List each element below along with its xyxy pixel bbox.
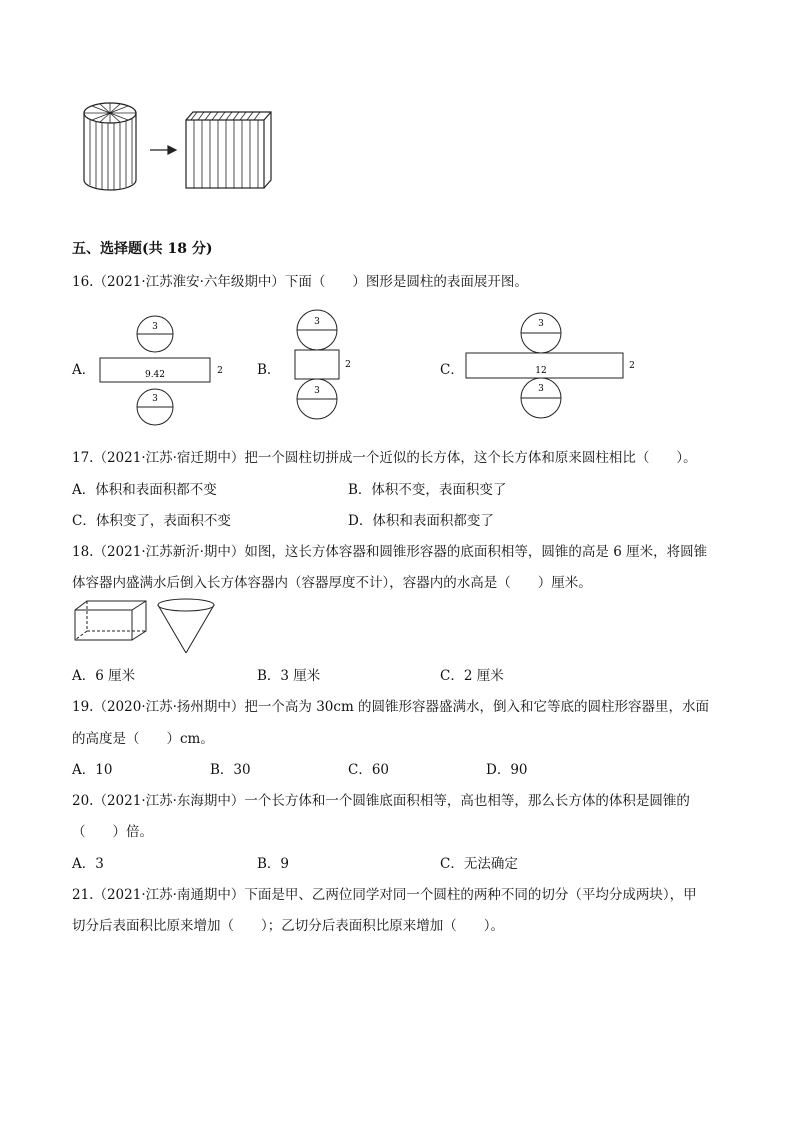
q16-b-side: 2 bbox=[345, 360, 351, 370]
question-19-line-1: 19.（2020·江苏·扬州期中）把一个高为 30cm 的圆锥形容器盛满水，倒入和它等底的圆柱形容器里，水面 bbox=[72, 699, 710, 715]
q17-option-b[interactable]: B．体积不变，表面积变了 bbox=[348, 482, 507, 498]
q19-option-b[interactable]: B．30 bbox=[210, 762, 251, 778]
question-18-line-2: 体容器内盛满水后倒入长方体容器内（容器厚度不计），容器内的水高是（ ）厘米。 bbox=[72, 575, 592, 591]
q17-option-d[interactable]: D．体积和表面积都变了 bbox=[348, 513, 494, 529]
q16-option-a-label[interactable]: A． bbox=[72, 362, 96, 378]
question-20-line-1: 20.（2021·江苏·东海期中）一个长方体和一个圆锥底面积相等，高也相等，那么长方体的体积是圆锥的 bbox=[72, 793, 690, 809]
q16-c-rect-length: 12 bbox=[535, 366, 547, 376]
q16-option-a-net bbox=[98, 314, 228, 424]
q16-c-bottom-radius: 3 bbox=[538, 384, 544, 394]
cuboid-container-figure bbox=[74, 600, 149, 642]
q16-a-top-radius: 3 bbox=[152, 322, 158, 332]
q16-option-b-label[interactable]: B． bbox=[257, 362, 281, 378]
q19-option-d[interactable]: D．90 bbox=[486, 762, 528, 778]
q18-option-b[interactable]: B．3 厘米 bbox=[257, 668, 321, 684]
q16-c-top-radius: 3 bbox=[538, 319, 544, 329]
cone-container-figure bbox=[156, 598, 218, 656]
question-20-line-2: （ ）倍。 bbox=[72, 824, 153, 840]
q19-option-a[interactable]: A．10 bbox=[72, 762, 113, 778]
q17-option-a[interactable]: A．体积和表面积都不变 bbox=[72, 482, 217, 498]
q18-option-a[interactable]: A．6 厘米 bbox=[72, 668, 136, 684]
question-21-line-2: 切分后表面积比原来增加（ ）；乙切分后表面积比原来增加（ ）。 bbox=[72, 918, 504, 934]
question-17-stem: 17.（2021·江苏·宿迁期中）把一个圆柱切拼成一个近似的长方体，这个长方体和原来圆柱相比（ ）。 bbox=[72, 450, 697, 466]
q16-a-bottom-radius: 3 bbox=[152, 394, 158, 404]
q18-option-c[interactable]: C．2 厘米 bbox=[440, 668, 504, 684]
question-18-line-1: 18.（2021·江苏新沂·期中）如图，这长方体容器和圆锥形容器的底面积相等，圆锥的高是 6 厘米，将圆锥 bbox=[72, 544, 708, 560]
q16-option-c-label[interactable]: C． bbox=[440, 362, 464, 378]
question-16-stem: 16.（2021·江苏淮安·六年级期中）下面（ ）图形是圆柱的表面展开图。 bbox=[72, 274, 528, 290]
q16-b-top-radius: 3 bbox=[314, 317, 320, 327]
q20-option-b[interactable]: B．9 bbox=[257, 856, 290, 872]
question-19-line-2: 的高度是（ ）cm。 bbox=[72, 731, 214, 747]
cylinder-to-cuboid-figure bbox=[76, 100, 276, 195]
q16-a-rect-length: 9.42 bbox=[144, 370, 166, 380]
q16-a-side: 2 bbox=[217, 366, 223, 376]
q20-option-a[interactable]: A．3 bbox=[72, 856, 104, 872]
q17-option-c[interactable]: C．体积变了，表面积不变 bbox=[72, 513, 231, 529]
q19-option-c[interactable]: C．60 bbox=[348, 762, 390, 778]
q16-c-side: 2 bbox=[629, 361, 635, 371]
question-21-line-1: 21.（2021·江苏·南通期中）下面是甲、乙两位同学对同一个圆柱的两种不同的切分（平均分成两块），甲 bbox=[72, 887, 697, 903]
q20-option-c[interactable]: C．无法确定 bbox=[440, 856, 518, 872]
q16-b-bottom-radius: 3 bbox=[314, 386, 320, 396]
q16-option-b-net bbox=[290, 308, 360, 426]
section-title: 五、选择题(共 18 分) bbox=[72, 241, 213, 257]
q16-option-c-net bbox=[464, 312, 644, 422]
